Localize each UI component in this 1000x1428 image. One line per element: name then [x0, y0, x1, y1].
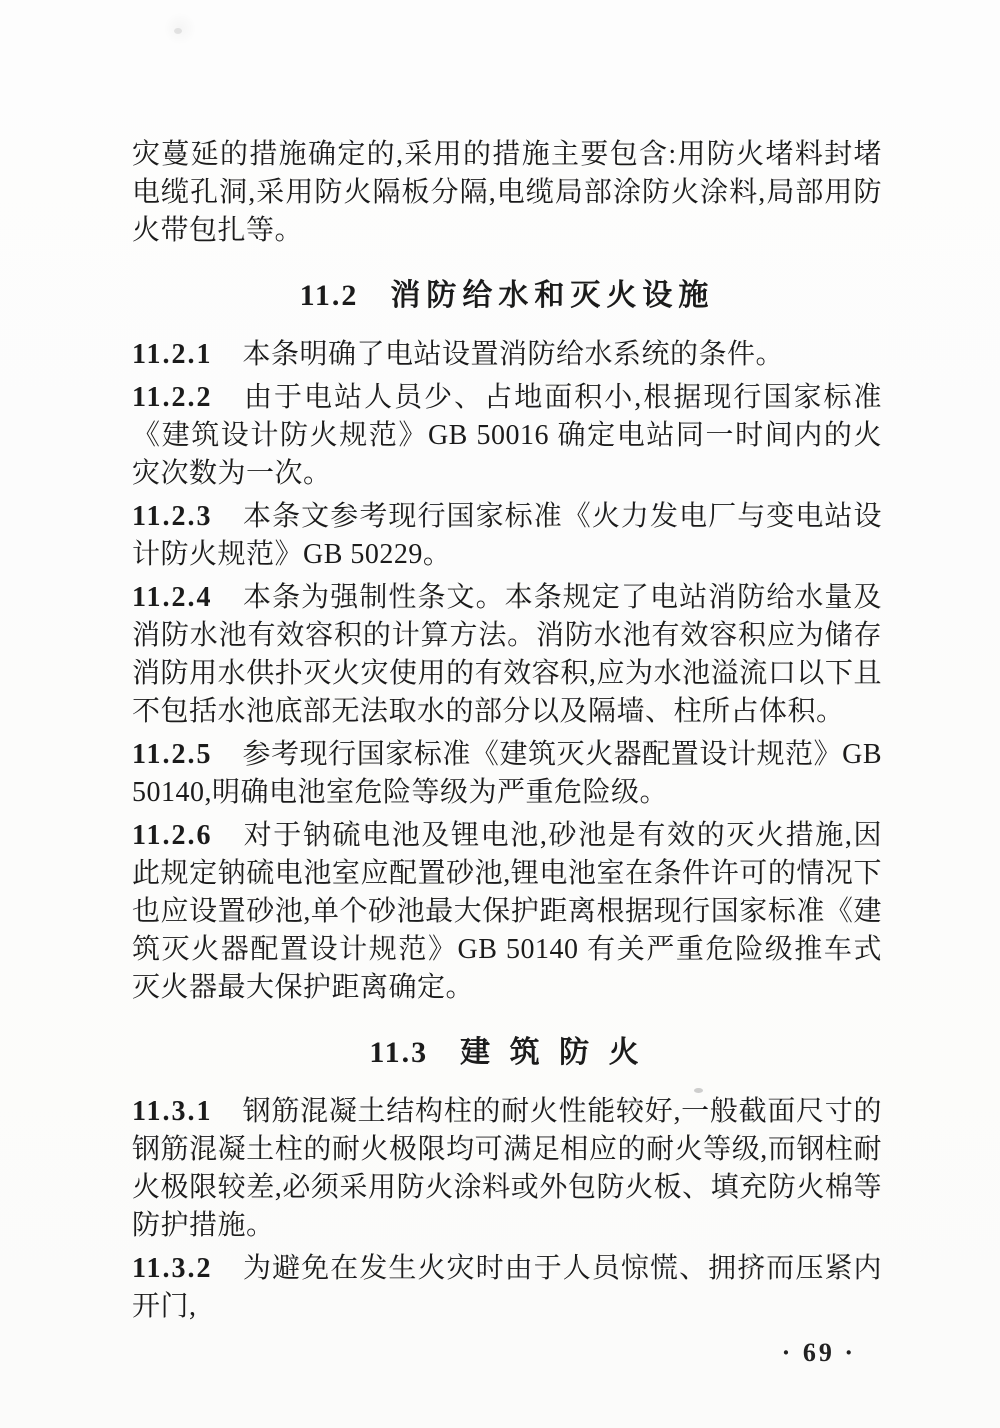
clause-number: 11.2.5 [132, 739, 213, 770]
scan-artifact [174, 28, 182, 34]
clause-text: 钢筋混凝土结构柱的耐火性能较好,一般截面尺寸的钢筋混凝土柱的耐火极限均可满足相应的耐火等级,而钢柱耐火极限较差,必须采用防火涂料或外包防火板、填充防火棉等防护措施。 [132, 1096, 882, 1241]
section-number: 11.3 [369, 1036, 429, 1069]
clause-11-3-2 [132, 1250, 882, 1326]
clause-11-2-2 [132, 379, 882, 493]
section-heading-11-2 [132, 276, 882, 316]
continuation-paragraph: 灾蔓延的措施确定的,采用的措施主要包含:用防火堵料封堵电缆孔洞,采用防火隔板分隔,电缆局部涂防火涂料,局部用防火带包扎等。 [132, 139, 882, 246]
section-number: 11.2 [299, 279, 359, 312]
clause-text: 为避免在发生火灾时由于人员惊慌、拥挤而压紧内开门, [132, 1253, 882, 1322]
clause-text: 本条文参考现行国家标准《火力发电厂与变电站设计防火规范》GB 50229。 [132, 501, 882, 570]
page-number: · 69 · [781, 1338, 856, 1367]
clause-number: 11.2.3 [132, 501, 213, 532]
clause-text: 本条为强制性条文。本条规定了电站消防给水量及消防水池有效容积的计算方法。消防水池有效容积应为储存消防用水供扑灭火灾使用的有效容积,应为水池溢流口以下且不包括水池底部无法取水的部分以及隔墙、柱所占体积。 [132, 582, 882, 727]
clause-11-2-6 [132, 817, 882, 1007]
clause-11-2-3 [132, 498, 882, 574]
clause-text: 参考现行国家标准《建筑灭火器配置设计规范》GB 50140,明确电池室危险等级为严重危险级。 [132, 739, 882, 808]
clause-text: 对于钠硫电池及锂电池,砂池是有效的灭火措施,因此规定钠硫电池室应配置砂池,锂电池室在条件许可的情况下也应设置砂池,单个砂池最大保护距离根据现行国家标准《建筑灭火器配置设计规范》GB 50140 有关严重危险级推车式灭火器最大保护距离确定。 [132, 820, 882, 1003]
clause-text: 本条明确了电站设置消防给水系统的条件。 [242, 339, 784, 370]
section-heading-11-3 [132, 1033, 882, 1073]
clause-number: 11.3.2 [132, 1253, 213, 1284]
clause-number: 11.2.1 [132, 339, 213, 370]
clause-number: 11.2.4 [132, 582, 213, 613]
clause-number: 11.3.1 [132, 1096, 213, 1127]
clause-11-2-4 [132, 579, 882, 731]
page-content [132, 136, 882, 1370]
clause-11-2-1 [132, 336, 882, 374]
section-title: 建 筑 防 火 [460, 1036, 645, 1069]
clause-11-2-5 [132, 736, 882, 812]
section-title: 消防给水和灭火设施 [390, 279, 715, 312]
clause-number: 11.2.2 [132, 382, 213, 413]
clause-number: 11.2.6 [132, 820, 213, 851]
clause-text: 由于电站人员少、占地面积小,根据现行国家标准《建筑设计防火规范》GB 50016 确定电站同一时间内的火灾次数为一次。 [132, 382, 882, 489]
clause-11-3-1 [132, 1093, 882, 1245]
